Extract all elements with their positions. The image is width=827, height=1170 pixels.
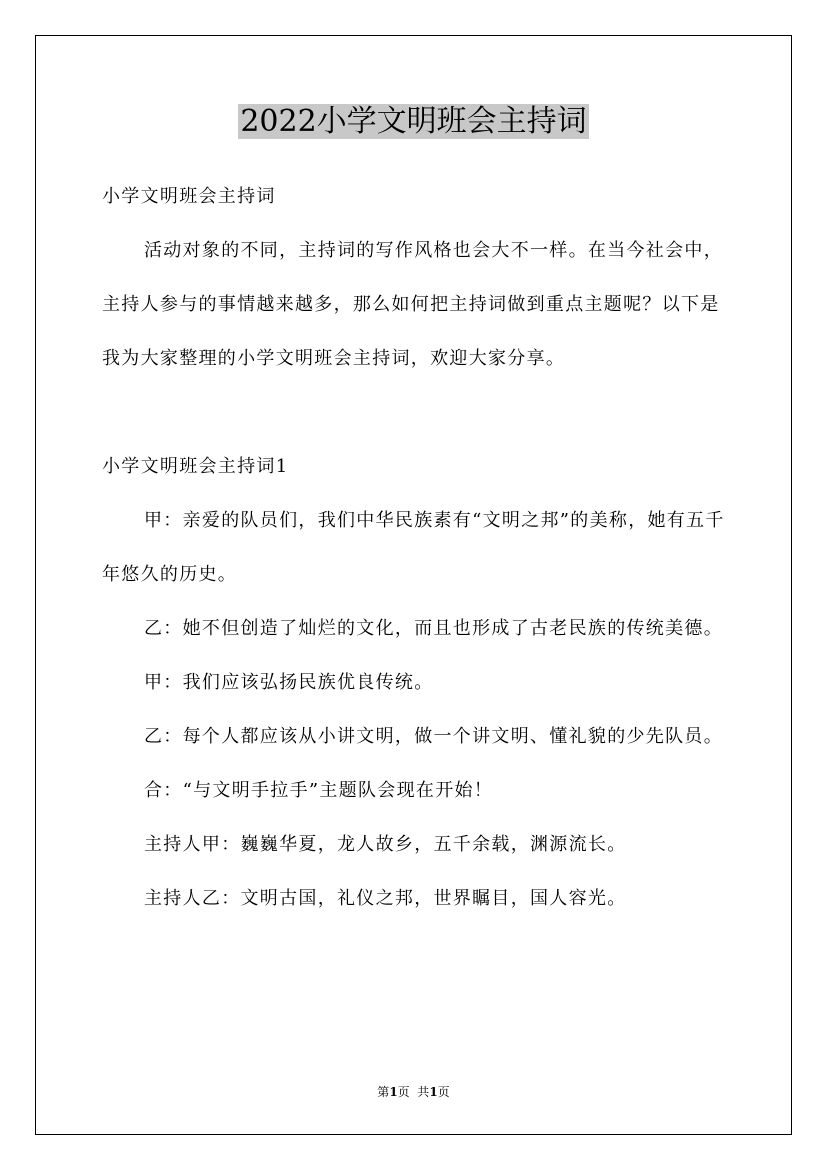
paragraph: 乙：每个人都应该从小讲文明，做一个讲文明、懂礼貌的少先队员。 bbox=[144, 726, 723, 747]
paragraph: 主持人乙：文明古国，礼仪之邦，世界瞩目，国人容光。 bbox=[144, 888, 627, 909]
paragraph: 小学文明班会主持词 bbox=[102, 186, 276, 207]
footer-middle: 页 共 bbox=[397, 1085, 430, 1099]
page-footer bbox=[0, 1084, 827, 1100]
document-title-text: 2022小学文明班会主持词 bbox=[240, 104, 587, 139]
paragraph: 活动对象的不同，主持词的写作风格也会大不一样。在当今社会中，主持人参与的事情越来越多，那么如何把主持词做到重点主题呢？以下是我为大家整理的小学文明班会主持词，欢迎大家分享。 bbox=[102, 240, 723, 369]
document-title bbox=[0, 102, 827, 142]
paragraph: 甲：我们应该弘扬民族优良传统。 bbox=[144, 672, 434, 693]
paragraph: 乙：她不但创造了灿烂的文化，而且也形成了古老民族的传统美德。 bbox=[144, 618, 723, 639]
total-page-number: 1 bbox=[429, 1085, 438, 1099]
paragraph: 甲：亲爱的队员们，我们中华民族素有“文明之邦”的美称，她有五千年悠久的历史。 bbox=[102, 510, 725, 585]
section-heading: 小学文明班会主持词1 bbox=[102, 456, 289, 477]
paragraph: 合：“与文明手拉手”主题队会现在开始！ bbox=[144, 780, 494, 801]
blank-line bbox=[102, 386, 728, 440]
current-page-number: 1 bbox=[389, 1085, 398, 1099]
paragraph: 主持人甲：巍巍华夏，龙人故乡，五千余载，渊源流长。 bbox=[144, 834, 627, 855]
document-body bbox=[102, 170, 728, 926]
footer-prefix: 第 bbox=[377, 1085, 390, 1099]
footer-suffix: 页 bbox=[437, 1085, 450, 1099]
